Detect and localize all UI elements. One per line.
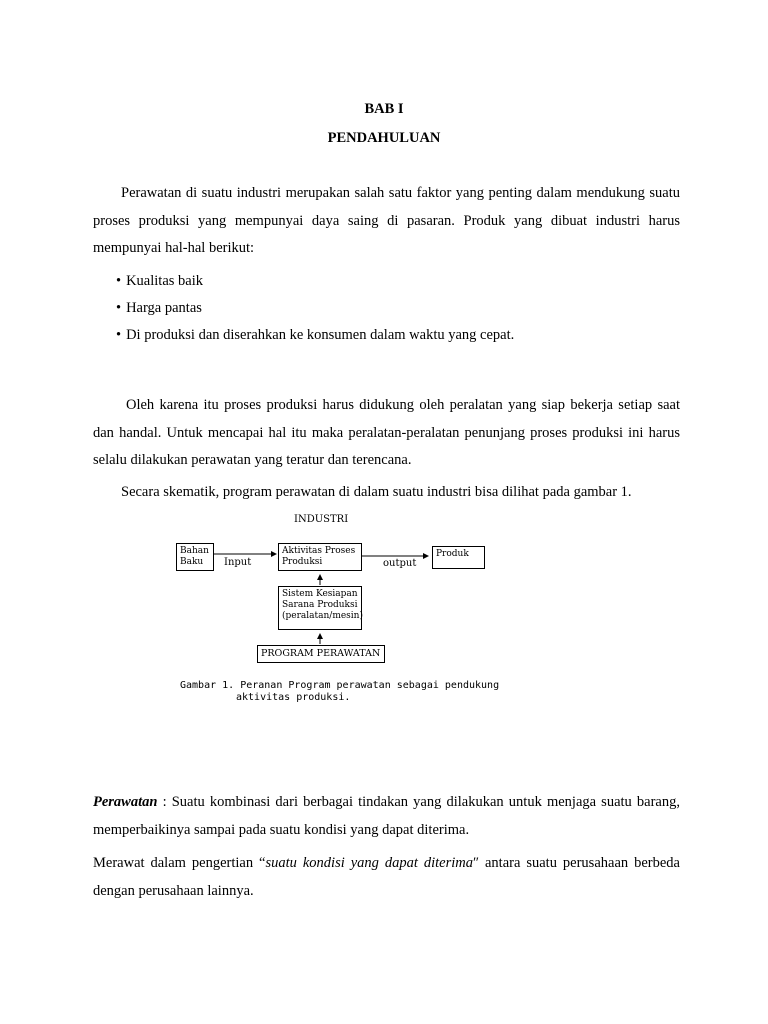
output-label: output [383,558,417,569]
schematic-intro: Secara skematik, program perawatan di dalam suatu industri bisa dilihat pada gambar 1. [121,484,632,500]
process-box: Aktivitas Proses Produksi [278,543,362,571]
product-box: Produk [432,546,485,569]
raw-material-box: Bahan Baku [176,543,214,571]
support-paragraph: Oleh karena itu proses produksi harus didukung oleh peralatan yang siap bekerja setiap saat dan handal. Untuk mencapai hal itu maka peralatan-peralatan penunjang proses produksi ini harus selalu dilakukan perawatan yang teratur dan terencana. [93,397,680,468]
definition-term: Perawatan [93,794,158,810]
chapter-title: PENDAHULUAN [327,130,441,146]
closing-paragraph [93,850,680,905]
frame-label: INDUSTRI [294,514,349,525]
system-readiness-box: Sistem Kesiapan Sarana Produksi (peralatan/mesin) [278,586,362,630]
list-item: • Harga pantas [116,295,676,322]
definition-text: Suatu kombinasi dari berbagai tindakan yang dilakukan untuk menjaga suatu barang, memperbaikinya sampai pada suatu kondisi yang dapat diterima. [93,794,680,838]
figure-caption-line1: Gambar 1. Peranan Program perawatan sebagai pendukung [180,680,500,691]
maintenance-program-box: PROGRAM PERAWATAN [257,645,385,663]
closing-quote-mark: ″ [472,855,480,871]
figure-diagram [170,512,500,712]
closing-text-before: Merawat dalam pengertian “ [93,855,266,871]
closing-text-after: antara suatu perusahaan berbeda dengan perusahaan lainnya. [93,855,680,899]
definition-separator: : [157,794,172,810]
closing-quote: suatu kondisi yang dapat diterima [265,855,473,871]
intro-paragraph: Perawatan di suatu industri merupakan salah satu faktor yang penting dalam mendukung suatu proses produksi yang mempunyai daya saing di pasaran. Produk yang dibuat industri harus mempunyai hal-hal berikut: [93,185,680,256]
chapter-number: BAB I [364,101,404,117]
figure-caption-line2: aktivitas produksi. [236,692,351,703]
list-item: • Kualitas baik [116,268,676,295]
input-label: Input [224,557,252,568]
definition-paragraph [93,789,680,844]
requirements-list [116,268,676,349]
list-item: • Di produksi dan diserahkan ke konsumen dalam waktu yang cepat. [116,322,676,349]
